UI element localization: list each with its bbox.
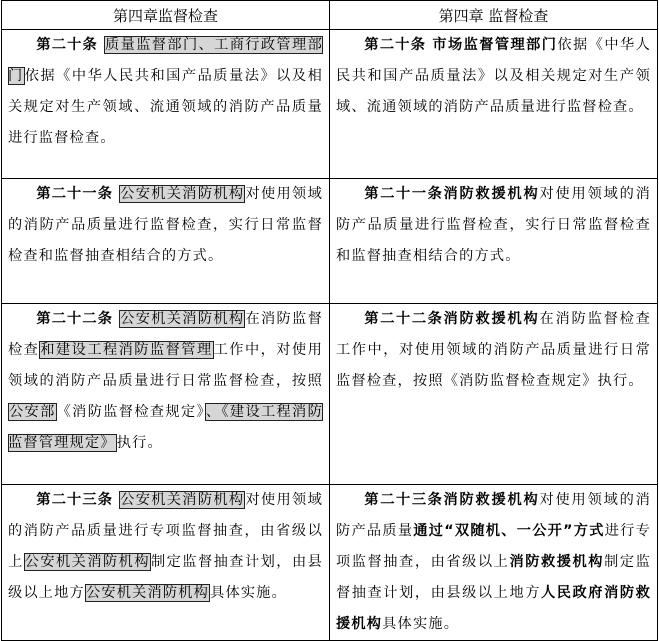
article-number: 第二十一条: [36, 186, 120, 202]
body-text: 《消防监督检查规定》: [56, 404, 205, 420]
deleted-text: 质量监督部门、工商行政管理部门: [8, 37, 323, 84]
new-article-22: [330, 304, 658, 485]
new-article-20: [330, 30, 658, 179]
body-text: 对使用领域的消防产品质量进行专项监督抽查，由省级以上: [8, 492, 323, 570]
deleted-text: 公安机关消防机构: [85, 585, 210, 601]
body-text: 制定监督抽查计划，由县级以上地方: [336, 554, 652, 601]
header-old: 第四章监督检查: [2, 1, 330, 30]
revised-text: 消防救援机构: [443, 492, 540, 508]
deleted-text: 公安机关消防机构: [120, 311, 245, 327]
header-new: 第四章 监督检查: [330, 1, 658, 30]
body-text: 具体实施。: [382, 616, 460, 632]
old-article-21: [2, 179, 330, 304]
deleted-text: 公安机关消防机构: [120, 492, 245, 508]
table-row: [2, 30, 658, 179]
revised-text: 通过“双随机、一公开”方式: [413, 523, 605, 539]
body-text: 对使用领域的消防产品质量: [336, 492, 651, 539]
table-row: [2, 179, 658, 304]
article-number: 第二十条: [36, 37, 105, 53]
body-text: 在消防监督检查: [8, 311, 323, 358]
article-number: 第二十条: [364, 37, 433, 53]
table-row: [2, 485, 658, 641]
body-text: 具体实施。: [210, 585, 288, 601]
revised-text: 消防救援机构: [443, 186, 540, 202]
deleted-text: 公安部: [9, 404, 56, 420]
comparison-table: [1, 0, 658, 641]
body-text: 依据《中华人民共和国产品质量法》以及相关规定对生产领域、流通领域的消防产品质量进行监督检查。: [336, 37, 651, 115]
article-number: 第二十二条: [36, 311, 120, 327]
article-number: 第二十一条: [364, 186, 444, 202]
revised-text: 人民政府消防救援机构: [336, 585, 651, 632]
body-text: 依据《中华人民共和国产品质量法》以及相关规定对生产领域、流通领域的消防产品质量进行监督检查。: [8, 68, 323, 146]
article-number: 第二十二条: [364, 311, 444, 327]
article-number: 第二十三条: [36, 492, 120, 508]
body-text: 对使用领域的消防产品质量进行监督检查，实行日常监督检查和监督抽查相结合的方式。: [336, 186, 651, 264]
old-article-23: [2, 485, 330, 641]
body-text: 执行。: [116, 435, 163, 451]
deleted-text: 和建设工程消防监督管理: [40, 342, 213, 358]
body-text: 制定监督抽查计划，由县级以上地方: [8, 554, 324, 601]
revised-text: 消防救援机构: [509, 554, 605, 570]
new-article-23: [330, 485, 658, 641]
old-article-22: [2, 304, 330, 485]
table-row: [2, 304, 658, 485]
body-text: 对使用领域的消防产品质量进行监督检查，实行日常监督检查和监督抽查相结合的方式。: [8, 186, 323, 264]
body-text: 在消防监督检查工作中，对使用领域的消防产品质量进行日常监督检查，按照《消防监督检查规定》执行。: [336, 311, 651, 389]
new-article-21: [330, 179, 658, 304]
old-article-20: [2, 30, 330, 179]
deleted-text: 、《建设工程消防监督管理规定》: [8, 404, 323, 451]
revised-text: 消防救援机构: [443, 311, 540, 327]
revised-text: 市场监督管理部门: [432, 37, 558, 53]
deleted-text: 公安机关消防机构: [24, 554, 150, 570]
deleted-text: 公安机关消防机构: [120, 186, 245, 202]
body-text: 进行专项监督抽查，由省级以上: [336, 523, 651, 570]
body-text: 工作中，对使用领域的消防产品质量进行日常监督检查，按照: [8, 342, 323, 389]
article-number: 第二十三条: [364, 492, 444, 508]
header-row: [2, 1, 658, 30]
